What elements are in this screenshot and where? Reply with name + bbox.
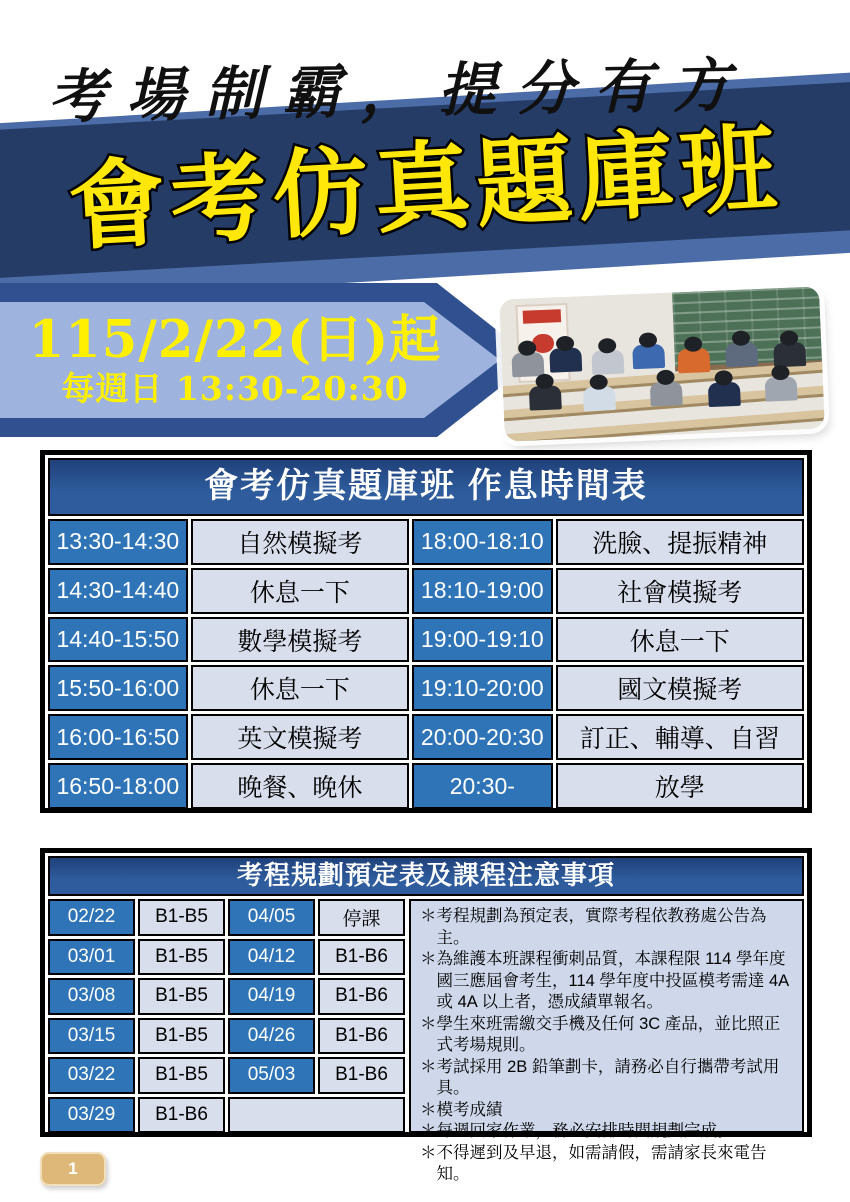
schedule-time-cell: 15:50-16:00 bbox=[48, 665, 188, 711]
schedule-time-cell: 13:30-14:30 bbox=[48, 519, 188, 565]
student-figure bbox=[677, 348, 710, 373]
plan-lesson-cell: B1-B5 bbox=[138, 1018, 225, 1055]
schedule-time-cell: 16:50-18:00 bbox=[48, 763, 188, 809]
plan-date-cell: 03/29 bbox=[48, 1097, 135, 1134]
plan-date-cell: 04/05 bbox=[228, 899, 315, 936]
schedule-time-cell: 18:10-19:00 bbox=[412, 568, 553, 614]
schedule-activity-cell: 休息一下 bbox=[191, 665, 409, 711]
plan-date-cell: 03/08 bbox=[48, 978, 135, 1015]
course-notes bbox=[409, 899, 804, 1183]
plan-lesson-cell: B1-B5 bbox=[138, 939, 225, 976]
slogan-text: 考場制霸，提分有方 bbox=[47, 50, 751, 132]
plan-table bbox=[40, 848, 812, 1183]
plan-lesson-cell: 停課 bbox=[318, 899, 405, 936]
plan-date-cell: 03/01 bbox=[48, 939, 135, 976]
student-figure bbox=[765, 377, 798, 402]
date-banner-text bbox=[0, 283, 470, 437]
plan-date-cell: 03/15 bbox=[48, 1018, 135, 1055]
plan-lesson-cell: B1-B6 bbox=[318, 978, 405, 1015]
student-figure bbox=[549, 347, 582, 372]
page-number-badge bbox=[40, 1152, 106, 1186]
schedule-activity-cell: 休息一下 bbox=[556, 617, 804, 663]
student-figure bbox=[725, 342, 758, 367]
schedule-activity-cell: 休息一下 bbox=[191, 568, 409, 614]
page-number: 1 bbox=[68, 1159, 78, 1178]
student-figure bbox=[528, 385, 561, 410]
schedule-table bbox=[40, 450, 812, 813]
date-banner bbox=[0, 283, 535, 437]
student-figure bbox=[650, 382, 683, 407]
schedule-activity-cell: 社會模擬考 bbox=[556, 568, 804, 614]
plan-lesson-cell: B1-B5 bbox=[138, 978, 225, 1015]
start-date: 115/2/22(日)起 bbox=[28, 310, 442, 370]
student-figure bbox=[632, 344, 665, 369]
note-item: ＊為維護本班課程衝刺品質，本課程限 114 學年度國三應屆會考生，114 學年度中投區模考需達 4A 或 4A 以上者，憑成績單報名。 bbox=[420, 950, 789, 1011]
plan-date-cell: 04/12 bbox=[228, 939, 315, 976]
plan-date-cell: 02/22 bbox=[48, 899, 135, 936]
note-item: ＊模考成績 bbox=[420, 1100, 503, 1119]
weekly-time: 每週日 13:30-20:30 bbox=[61, 369, 409, 408]
schedule-time-cell: 14:30-14:40 bbox=[48, 568, 188, 614]
schedule-time-cell: 19:10-20:00 bbox=[412, 665, 553, 711]
plan-date-cell: 05/03 bbox=[228, 1057, 315, 1094]
student-figure bbox=[511, 352, 544, 377]
note-item: ＊考程規劃為預定表，實際考程依教務處公告為主。 bbox=[420, 907, 767, 947]
schedule-time-cell: 18:00-18:10 bbox=[412, 519, 553, 565]
plan-lesson-cell: B1-B6 bbox=[318, 1057, 405, 1094]
plan-lesson-cell: B1-B5 bbox=[138, 899, 225, 936]
schedule-activity-cell: 英文模擬考 bbox=[191, 714, 409, 760]
plan-date-cell: 03/22 bbox=[48, 1057, 135, 1094]
schedule-activity-cell: 洗臉、提振精神 bbox=[556, 519, 804, 565]
schedule-activity-cell: 訂正、輔導、自習 bbox=[556, 714, 804, 760]
plan-lesson-cell: B1-B5 bbox=[138, 1057, 225, 1094]
student-figure bbox=[773, 342, 806, 367]
note-item: ＊考試採用 2B 鉛筆劃卡，請務必自行攜帶考試用具。 bbox=[420, 1057, 780, 1097]
classroom-photo bbox=[499, 286, 825, 441]
schedule-table-title: 會考仿真題庫班 作息時間表 bbox=[48, 458, 804, 516]
schedule-time-cell: 19:00-19:10 bbox=[412, 617, 553, 663]
plan-date-cell: 04/19 bbox=[228, 978, 315, 1015]
schedule-time-cell: 20:30- bbox=[412, 763, 553, 809]
plan-date-cell: 04/26 bbox=[228, 1018, 315, 1055]
note-item: ＊不得遲到及早退，如需請假，需請家長來電告知。 bbox=[420, 1143, 767, 1183]
schedule-activity-cell: 數學模擬考 bbox=[191, 617, 409, 663]
note-item: ＊每週回家作業，務必安排時間規劃完成。 bbox=[420, 1122, 734, 1140]
main-title: 會考仿真題庫班 bbox=[66, 114, 785, 262]
schedule-time-cell: 20:00-20:30 bbox=[412, 714, 553, 760]
plan-lesson-cell: B1-B6 bbox=[318, 1018, 405, 1055]
plan-lesson-cell: B1-B6 bbox=[138, 1097, 225, 1134]
schedule-activity-cell: 自然模擬考 bbox=[191, 519, 409, 565]
schedule-time-cell: 16:00-16:50 bbox=[48, 714, 188, 760]
schedule-activity-cell: 國文模擬考 bbox=[556, 665, 804, 711]
plan-empty-cell bbox=[228, 1097, 405, 1134]
student-figure bbox=[708, 382, 741, 407]
schedule-grid bbox=[48, 519, 804, 809]
note-item: ＊學生來班需繳交手機及任何 3C 產品，並比照正式考場規則。 bbox=[420, 1014, 781, 1054]
plan-lesson-cell: B1-B6 bbox=[318, 939, 405, 976]
schedule-time-cell: 14:40-15:50 bbox=[48, 617, 188, 663]
student-figure bbox=[591, 350, 624, 375]
schedule-activity-cell: 放學 bbox=[556, 763, 804, 809]
student-figure bbox=[583, 386, 616, 411]
schedule-activity-cell: 晚餐、晚休 bbox=[191, 763, 409, 809]
plan-grid bbox=[48, 899, 405, 1133]
plan-table-title: 考程規劃預定表及課程注意事項 bbox=[48, 856, 804, 896]
